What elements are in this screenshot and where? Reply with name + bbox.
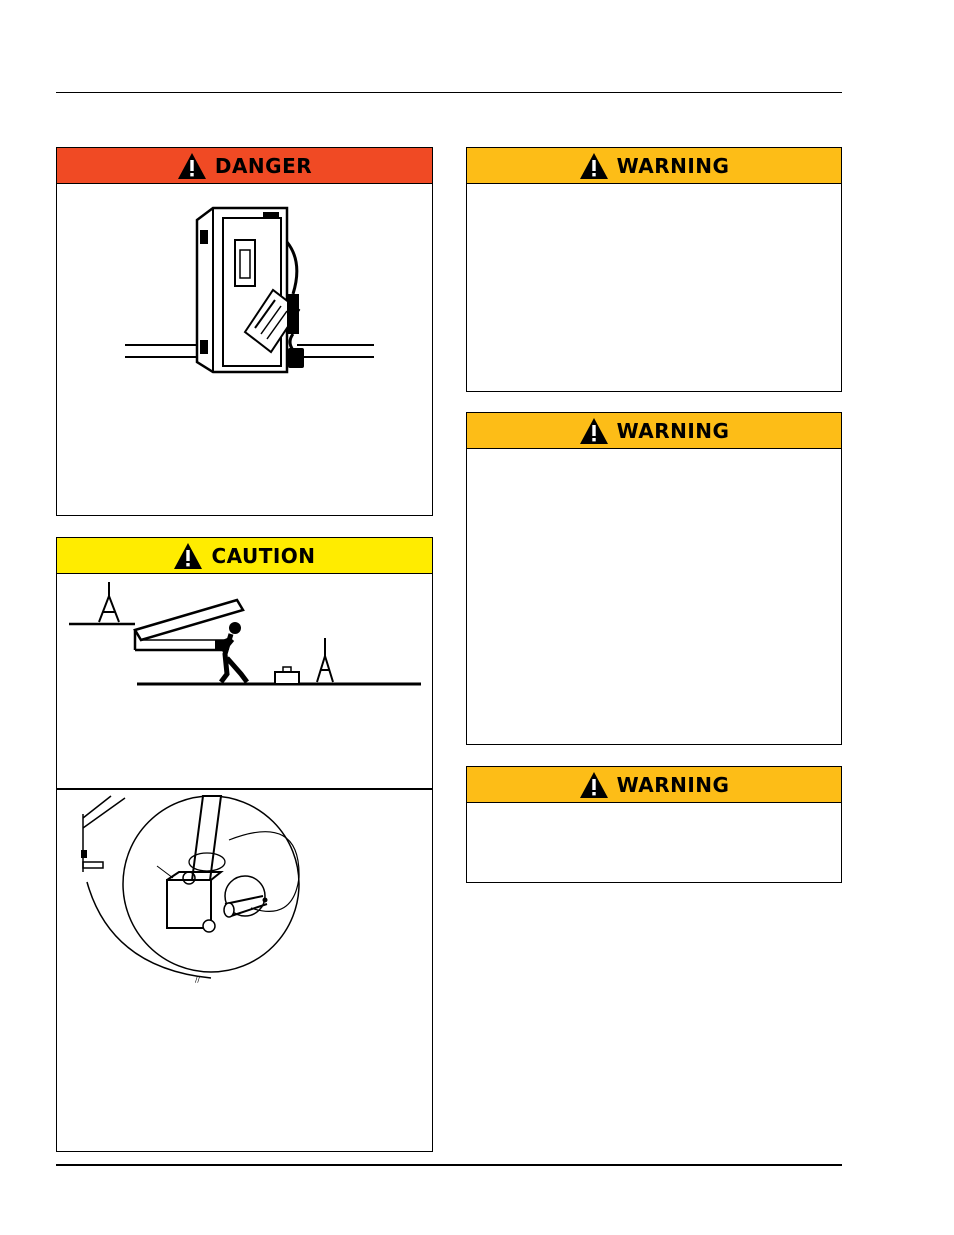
warning-label-1: WARNING xyxy=(616,153,730,178)
warning-header-1 xyxy=(467,148,841,184)
danger-panel xyxy=(56,147,433,516)
warning-triangle-icon xyxy=(173,542,203,570)
danger-label: DANGER xyxy=(214,153,313,178)
warning-triangle-icon xyxy=(579,771,609,799)
warning-header-2 xyxy=(467,413,841,449)
warning-label-2: WARNING xyxy=(616,418,730,443)
safety-strut-illustration xyxy=(71,792,311,988)
svg-text://: // xyxy=(195,976,200,984)
warning-panel-3 xyxy=(466,766,842,883)
raised-deck-illustration xyxy=(65,578,425,693)
header-rule xyxy=(56,92,842,93)
warning-panel-2 xyxy=(466,412,842,745)
warning-triangle-icon xyxy=(579,152,609,180)
warning-triangle-icon xyxy=(177,152,207,180)
lockout-disconnect-illustration xyxy=(117,202,382,382)
footer-rule xyxy=(56,1164,842,1166)
warning-label-3: WARNING xyxy=(616,772,730,797)
warning-triangle-icon xyxy=(579,417,609,445)
warning-panel-1 xyxy=(466,147,842,392)
danger-header xyxy=(57,148,432,184)
caution-panel xyxy=(56,537,433,1152)
caution-divider xyxy=(57,788,432,790)
warning-header-3 xyxy=(467,767,841,803)
caution-header xyxy=(57,538,432,574)
caution-label: CAUTION xyxy=(211,543,316,568)
